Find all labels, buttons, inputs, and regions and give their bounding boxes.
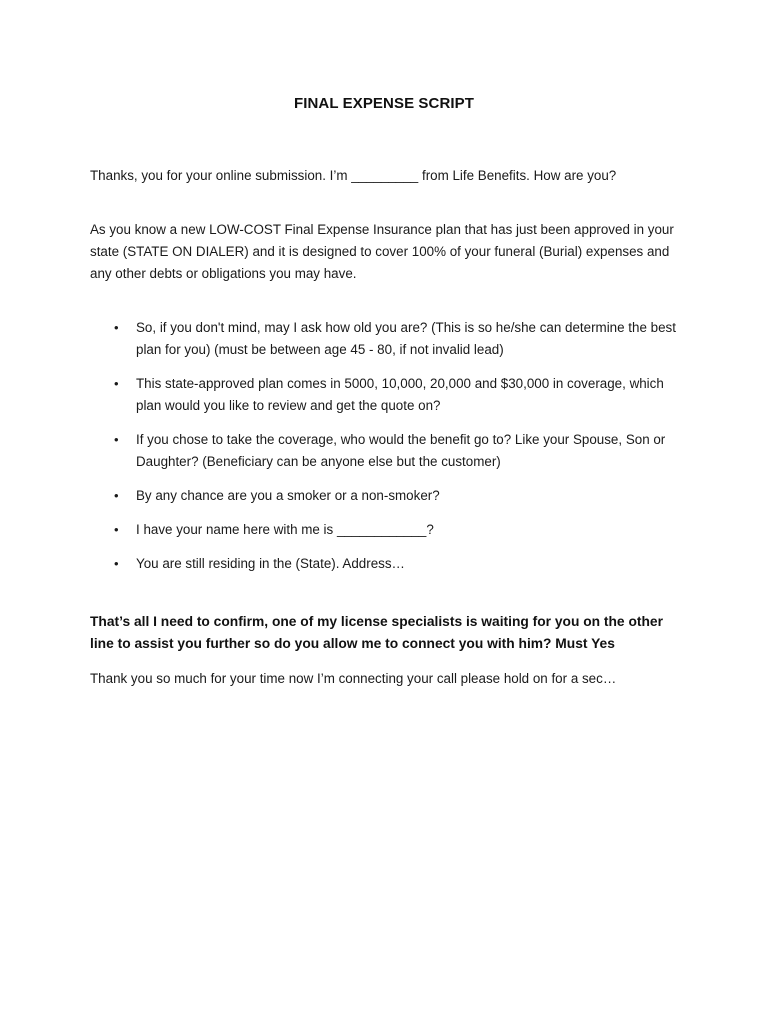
bullet-icon: •: [114, 376, 119, 391]
pitch-paragraph: As you know a new LOW-COST Final Expense Insurance plan that has just been approved in your state (STATE ON DIALER) and it is designed to cover 100% of your funeral (Burial) expenses and any other debts or obligations you may have.: [90, 222, 674, 281]
bullet-icon: •: [114, 488, 119, 503]
list-item: [90, 317, 680, 361]
bullet-icon: •: [114, 320, 119, 335]
list-item: [90, 519, 680, 541]
question-text: This state-approved plan comes in 5000, 10,000, 20,000 and $30,000 in coverage, which plan would you like to review and get the quote on?: [136, 376, 664, 413]
question-text: I have your name here with me is ____________?: [136, 522, 434, 537]
closing-bold-paragraph: That’s all I need to confirm, one of my license specialists is waiting for you on the other line to assist you further so do you allow me to connect you with him? Must Yes: [90, 614, 663, 651]
bullet-icon: •: [114, 432, 119, 447]
list-item: [90, 553, 680, 575]
document-title: FINAL EXPENSE SCRIPT: [293, 95, 475, 112]
question-text: So, if you don't mind, may I ask how old you are? (This is so he/she can determine the best plan for you) (must be between age 45 - 80, if not invalid lead): [136, 320, 676, 357]
question-text: By any chance are you a smoker or a non-smoker?: [136, 488, 440, 503]
list-item: [90, 373, 680, 417]
question-text: If you chose to take the coverage, who would the benefit go to? Like your Spouse, Son or Daughter? (Beneficiary can be anyone else but the customer): [136, 432, 666, 469]
list-item: [90, 429, 680, 473]
intro-paragraph: Thanks, you for your online submission. I’m _________ from Life Benefits. How are you?: [90, 168, 617, 183]
closing-paragraph: Thank you so much for your time now I’m connecting your call please hold on for a sec…: [90, 671, 617, 686]
bullet-icon: •: [114, 522, 119, 537]
list-item: [90, 485, 680, 507]
bullet-icon: •: [114, 556, 119, 571]
question-text: You are still residing in the (State). Address…: [136, 556, 405, 571]
question-list: [90, 317, 680, 587]
